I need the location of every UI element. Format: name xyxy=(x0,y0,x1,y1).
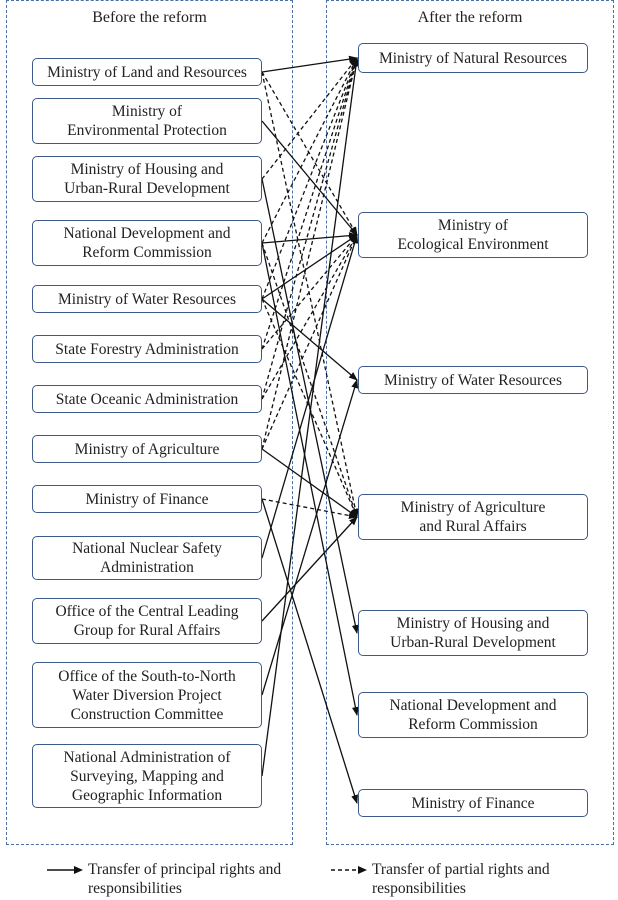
before-ministry-environmental-protection: Ministry of Environmental Protection xyxy=(32,98,262,144)
after-reform-title: After the reform xyxy=(417,9,523,26)
before-ministry-agriculture: Ministry of Agriculture xyxy=(32,435,262,463)
dashed-arrow-icon xyxy=(330,864,370,876)
before-ministry-land-resources: Ministry of Land and Resources xyxy=(32,58,262,86)
after-ministry-water-resources: Ministry of Water Resources xyxy=(358,366,588,394)
after-ministry-agriculture-rural: Ministry of Agriculture and Rural Affairs xyxy=(358,494,588,540)
before-ministry-finance: Ministry of Finance xyxy=(32,485,262,513)
before-ndrc: National Development and Reform Commission xyxy=(32,220,262,266)
before-nuclear-safety: National Nuclear Safety Administration xyxy=(32,536,262,580)
before-south-north-water-office: Office of the South-to-North Water Diversion Project Construction Committee xyxy=(32,662,262,728)
transfer-arrow-principal xyxy=(262,179,357,633)
before-surveying-mapping: National Administration of Surveying, Mapping and Geographic Information xyxy=(32,744,262,808)
transfer-arrow-principal xyxy=(262,499,357,803)
before-ministry-water-resources: Ministry of Water Resources xyxy=(32,285,262,313)
after-ministry-housing: Ministry of Housing and Urban-Rural Development xyxy=(358,610,588,656)
transfer-arrow-principal xyxy=(262,517,357,621)
before-state-forestry: State Forestry Administration xyxy=(32,335,262,363)
transfer-arrow-partial xyxy=(262,58,357,399)
transfer-arrow-partial xyxy=(262,58,357,299)
transfer-arrow-principal xyxy=(262,449,357,517)
legend-partial xyxy=(330,860,610,900)
before-central-rural-office: Office of the Central Leading Group for Rural Affairs xyxy=(32,598,262,644)
legend-principal-label: Transfer of principal rights and responsibilities xyxy=(88,861,282,897)
before-reform-title: Before the reform xyxy=(92,9,207,26)
after-ndrc: National Development and Reform Commission xyxy=(358,692,588,738)
transfer-arrow-partial xyxy=(262,58,357,349)
transfer-arrow-principal xyxy=(262,299,357,380)
before-ministry-housing: Ministry of Housing and Urban-Rural Development xyxy=(32,156,262,202)
transfer-arrow-principal xyxy=(262,380,357,695)
transfer-arrow-partial xyxy=(262,58,357,243)
after-ministry-natural-resources: Ministry of Natural Resources xyxy=(358,43,588,73)
solid-arrow-icon xyxy=(46,864,86,876)
transfer-arrow-principal xyxy=(262,58,357,72)
before-state-oceanic: State Oceanic Administration xyxy=(32,385,262,413)
legend-principal xyxy=(46,860,326,900)
after-ministry-ecological-environment: Ministry of Ecological Environment xyxy=(358,212,588,258)
legend-partial-label: Transfer of partial rights and responsibilities xyxy=(372,861,550,897)
transfer-arrow-partial xyxy=(262,58,357,449)
transfer-arrow-principal xyxy=(262,235,357,243)
transfer-arrow-partial xyxy=(262,72,357,235)
after-ministry-finance: Ministry of Finance xyxy=(358,789,588,817)
transfer-arrow-principal xyxy=(262,243,357,715)
